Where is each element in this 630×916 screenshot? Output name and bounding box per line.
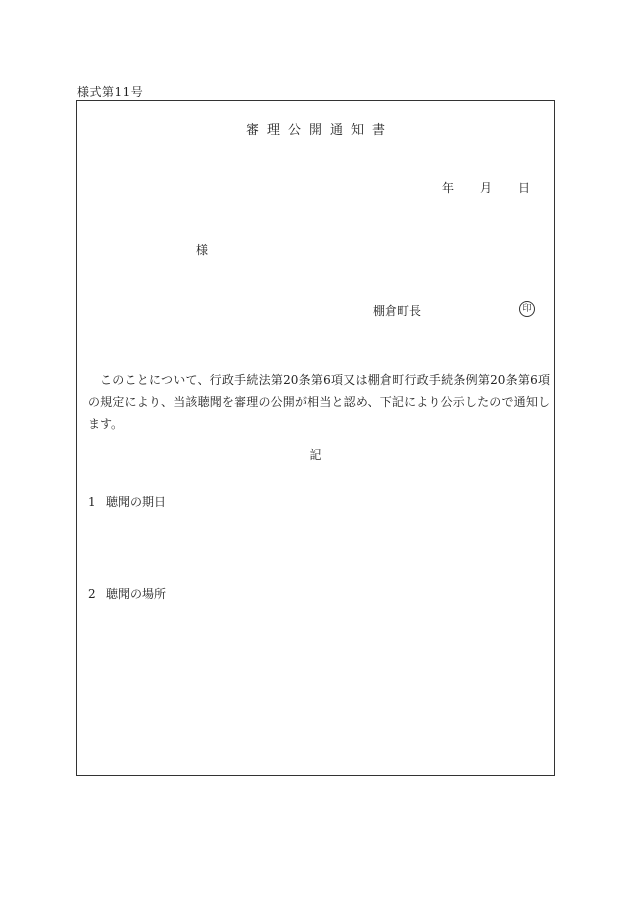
month-label: 月	[479, 181, 492, 195]
document-title: 審理公開通知書	[245, 123, 393, 138]
item-place	[88, 585, 166, 602]
seal-mark: 印	[519, 301, 535, 317]
item-label: 聴聞の場所	[106, 587, 167, 601]
document-frame	[76, 100, 555, 776]
day-label: 日	[517, 181, 530, 195]
year-label: 年	[441, 181, 454, 195]
form-number: 様式第11号	[77, 85, 144, 99]
sender-name: 棚倉町長	[373, 304, 422, 318]
ki-heading: 記	[309, 448, 322, 462]
item-number: 2	[88, 587, 96, 601]
body-paragraph: このことについて、行政手続法第20条第6項又は棚倉町行政手続条例第20条第6項の規定により、当該聴聞を審理の公開が相当と認め、下記により公示したので通知します。	[88, 373, 550, 431]
date-line	[442, 179, 530, 196]
item-number: 1	[88, 495, 96, 509]
item-label: 聴聞の期日	[106, 495, 167, 509]
item-date	[88, 493, 166, 510]
addressee-suffix: 様	[196, 243, 209, 257]
